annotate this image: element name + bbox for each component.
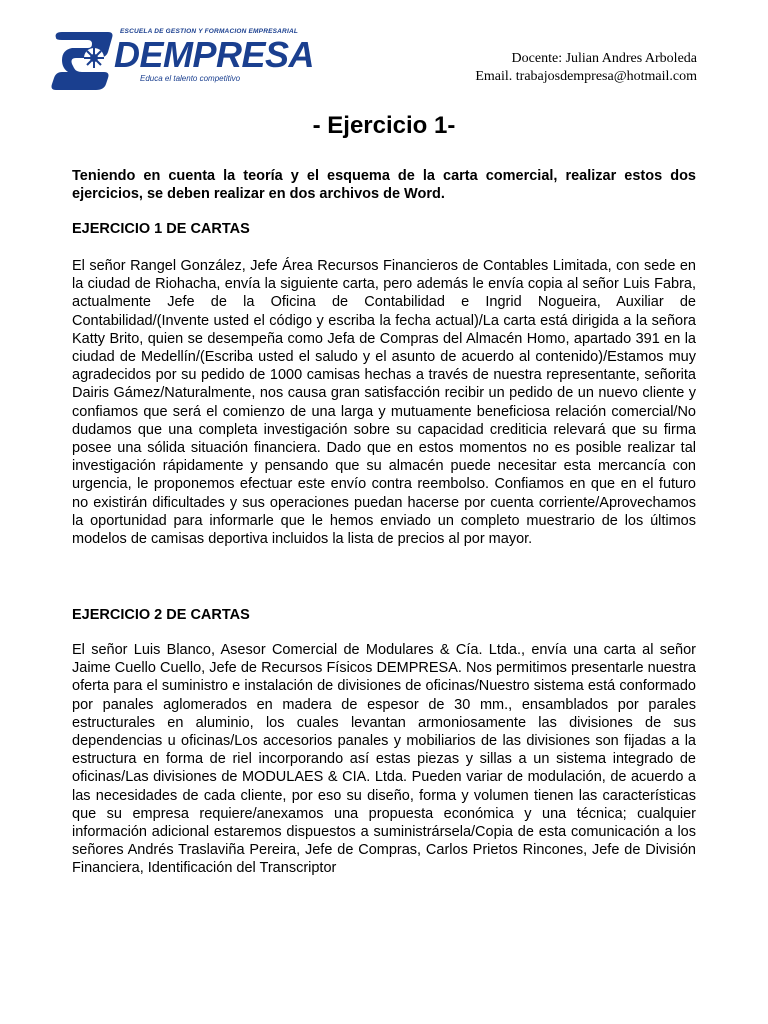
dempresa-logo bbox=[48, 28, 315, 92]
section-heading-1: EJERCICIO 1 DE CARTAS bbox=[72, 221, 250, 237]
section-heading-2: EJERCICIO 2 DE CARTAS bbox=[72, 607, 250, 623]
section-body-1: El señor Rangel González, Jefe Área Recursos Financieros de Contables Limitada, con sede en la ciudad de Riohacha, envía la siguiente carta, pero además le envía copia al señor Luis Fabra, actualmente Jefe de la Oficina de Contabilidad e Ingrid Nogueira, Auxiliar de Contabilidad/(Invente usted el código y escriba la fecha actual)/La carta está dirigida a la señora Katty Brito, quien se desempeña como Jefa de Compras del Almacén Homo, apartado 391 en la ciudad de Medellín/(Escriba usted el saludo y el asunto de acuerdo al contenido)/Estamos muy agradecidos por su pedido de 1000 camisas hechas a través de nuestra representante, señorita Dairis Gámez/Naturalmente, nos causa gran satisfacción recibir un pedido de un nuevo cliente y confiamos que será el comienzo de una larga y mutuamente beneficiosa relación comercial/No dudamos que una completa investigación sobre su capacidad crediticia relevará que su firma posee una sólida situación financiera. Dado que en estos momentos no es posible realizar tal investigación rápidamente y pensando que su almacén puede necesitar esta mercancía con urgencia, le proponemos efectuar este envío contra reembolso. Confiamos en que en el futuro no existirán dificultades y sus operaciones puedan hacerse por cuenta corriente/Aprovechamos la oportunidad para informarle que le hemos enviado un completo muestrario de los últimos modelos de camisas deportiva incluidos la lista de precios al por mayor. bbox=[72, 258, 696, 548]
teacher-name: Docente: Julian Andres Arboleda bbox=[511, 51, 697, 66]
logo-tagline-top: ESCUELA DE GESTION Y FORMACION EMPRESARIAL bbox=[120, 28, 299, 35]
section-body-2: El señor Luis Blanco, Asesor Comercial de Modulares & Cía. Ltda., envía una carta al señor Jaime Cuello Cuello, Jefe de Recursos Físicos DEMPRESA. Nos permitimos presentarle nuestra oferta para el suministro e instalación de divisiones de oficinas/Nuestro sistema está conformado por panales aglomerados en madera de espesor de 30 mm., ensamblados por parales estructurales en aluminio, los cuales levantan armoniosamente las divisiones de sus dependencias u oficinas/Los accesorios panales y mobiliarios de las divisiones son fijadas a la estructura en forma de riel incorporando así estas piezas y sillas a un sistema integrado de oficinas/Las divisiones de MODULAES & CIA. Ltda. Pueden variar de modulación, de acuerdo a las necesidades de cada cliente, por eso su diseño, forma y volumen tienen las características que su empresa requiere/anexamos una propuesta económica y una técnica; cualquier información adicional estaremos dispuestos a suministrársela/Copia de esta comunicación a los señores Andrés Traslaviña Pereira, Jefe de Compras, Carlos Prietos Rincones, Jefe de División Financiera, Identificación del Transcriptor bbox=[72, 642, 696, 877]
logo-name: DEMPRESA bbox=[114, 34, 315, 75]
contact-info bbox=[475, 50, 697, 86]
dempresa-swoosh-logo-icon bbox=[48, 28, 120, 92]
logo-slogan: Educa el talento competitivo bbox=[140, 74, 241, 83]
intro-instructions: Teniendo en cuenta la teoría y el esquema de la carta comercial, realizar estos dos ejercicios, se deben realizar en dos archivos de Word. bbox=[72, 168, 696, 202]
page-title: - Ejercicio 1- bbox=[312, 112, 456, 139]
contact-email: Email. trabajosdempresa@hotmail.com bbox=[475, 69, 697, 84]
